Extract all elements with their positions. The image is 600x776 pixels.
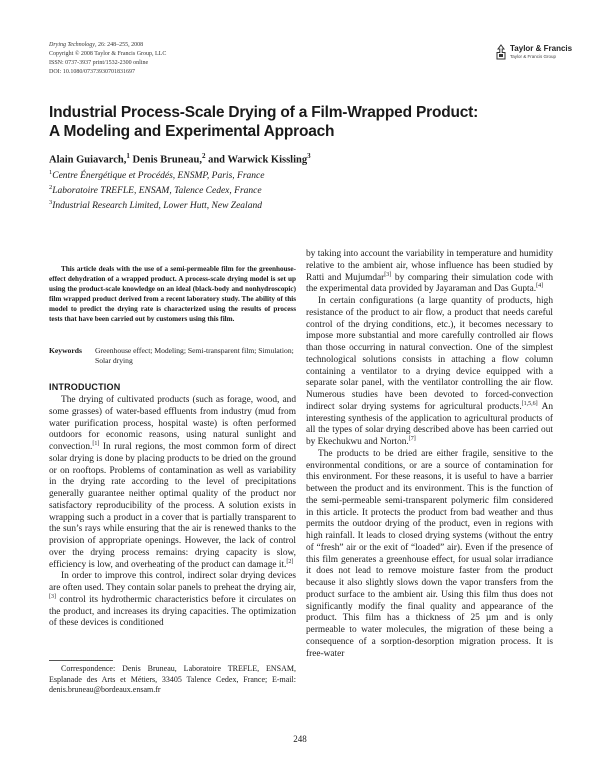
paragraph (49, 571, 296, 630)
journal-volume: , 26: 248–255, 2008 (94, 42, 144, 48)
reference-citation[interactable]: [4] (536, 283, 544, 290)
paragraph-text: In rural regions, the most common form of direct solar drying is done by placing products to be dried on the ground or on rooftops. Problems of contamination as well as variability in the drying rate according to the level of precipitations generally guarantee neither optimal quality of the product nor satisfactory reproducibility of the process. A solution exists in wrapping such a product in a cover that is partially transparent to the sun’s rays while ensuring that the air is renewed thanks to the provision of appropriate openings. However, the lack of control over the drying process remains: drying capacity is slow, efficiency is low, and overheating of the product can damage it. (49, 442, 296, 570)
paragraph-text: by taking into account the variability in temperature and humidity relative to the ambient air, whose influence has been studied by Ratti and Mujumdar (306, 249, 553, 283)
paragraph (306, 296, 553, 449)
paragraph (49, 395, 296, 571)
paragraph (306, 249, 553, 296)
affiliation (49, 167, 264, 182)
journal-info (49, 41, 166, 77)
publisher-logo (494, 42, 573, 64)
right-column-text (306, 249, 553, 660)
affiliation-text: Industrial Research Limited, Lower Hutt, New Zealand (52, 201, 262, 212)
correspondence-footnote: Correspondence: Denis Bruneau, Laboratoire TREFLE, ENSAM, Esplanade des Arts et Métiers, 33405 Talence Cedex, France; E-mail: denis.bruneau@bordeaux.ensam.fr (49, 664, 296, 694)
footnote-divider (49, 660, 113, 661)
affiliation-text: Centre Énergétique et Procédés, ENSMP, Paris, France (52, 171, 265, 182)
article-title-line-2: A Modeling and Experimental Approach (49, 123, 335, 140)
author-name: Alain Guiavarch, (49, 154, 127, 166)
paragraph-text: In order to improve this control, indirect solar drying devices are often used. They contain solar panels to preheat the drying air, (49, 571, 296, 593)
keywords (49, 346, 296, 366)
author-name: and Warwick Kissling (205, 154, 308, 166)
paragraph-text: control its hydrothermic characteristics before it circulates on the product, and increases its drying capacities. The optimization of these devices is conditioned (49, 594, 296, 629)
affiliation-mark: 2 (49, 184, 53, 192)
page-number: 248 (293, 734, 307, 744)
journal-copyright: Copyright © 2008 Taylor & Francis Group, LLC (49, 51, 167, 57)
paragraph: The products to be dried are either fragile, sensitive to the environmental conditions, or are a source of contamination for this environment. For these reasons, it is useful to have a barrier between the product and its environment. This is the function of the semi-permeable semi-transparent polymeric film considered in this article. It protects the product from bad weather and thus permits the outdoor drying of the product, even in regions with high rainfall. It leads to closed drying systems (without the entry of “fresh” air or the exit of “loaded” air). Even if the presence of this film generates a greenhouse effect, for usual solar irradiance it does not lead to remove moisture faster from the product because it also slightly slows down the vapor transfers from the product surface to the ambient air. Using this film thus does not significantly modify the final quality and appearance of the product. This film has a thickness of 25 µm and is only permeable to water molecules, the migration of these being a consequence of a sorption-desorption migration process. It is free-water (306, 448, 553, 659)
affiliation-mark: 1 (49, 169, 53, 176)
affiliation (49, 182, 264, 197)
section-heading-introduction: INTRODUCTION (49, 382, 121, 392)
publisher-logo-icon (494, 44, 508, 60)
author-list (49, 152, 311, 166)
journal-name: Drying Technology (49, 42, 95, 48)
affiliation-text: Laboratoire TREFLE, ENSAM, Talence Cedex, France (52, 186, 262, 197)
publisher-name: Taylor & Francis (510, 44, 573, 53)
affiliation-mark: 3 (49, 199, 53, 207)
reference-citation[interactable]: [7] (408, 435, 416, 442)
journal-citation (49, 41, 166, 50)
reference-citation[interactable]: [1] (92, 440, 100, 447)
keywords-label: Keywords (49, 346, 82, 355)
author-name: Denis Bruneau, (129, 154, 202, 166)
journal-doi: DOI: 10.1080/07373930701831697 (49, 69, 135, 75)
affiliation (49, 197, 264, 212)
reference-citation[interactable]: [3] (384, 271, 392, 278)
paragraph-text: The drying of cultivated products (such as forage, wood, and some grasses) of water-based effluents from industry (mud from water purification process, hospital waste) is often performed outdoors for economic reasons, using natural sunlight and convection. (49, 395, 296, 452)
author-affiliation-mark: 1 (126, 152, 130, 160)
reference-citation[interactable]: [1,5,6] (521, 400, 538, 407)
keywords-text: Greenhouse effect; Modeling; Semi-transparent film; Simulation; Solar drying (95, 346, 294, 365)
reference-citation[interactable]: [2] (286, 558, 294, 565)
author-affiliation-mark: 3 (307, 152, 311, 160)
journal-issn: ISSN: 0737-3937 print/1532-2300 online (49, 60, 149, 66)
paragraph-text: An interesting synthesis of the application to agricultural products of all the types of solar drying described above has been carried out by Ekechukwu and Norton. (306, 401, 553, 447)
article-title-line-1: Industrial Process-Scale Drying of a Film-Wrapped Product: (49, 104, 479, 121)
paragraph-text: by comparing their simulation code with the experimental data provided by Jayaraman and Das Gupta. (306, 272, 553, 295)
affiliation-list (49, 167, 264, 212)
paragraph-text: In certain configurations (a large quantity of products, high resistance of the product to air flow, a product that needs careful control of the drying conditions, etc.), it becomes necessary to impose more substantial and more carefully controlled air flows than those occurring in natural convection. One of the simplest technological solutions consists in attaching a flow column containing a ventilator to a drying device equipped with a separate solar panel, with the ventilator controlling the air flow. Numerous studies have been devoted to forced-convection indirect solar drying systems for agricultural products. (306, 296, 553, 412)
left-column-text (49, 395, 296, 630)
publisher-tagline: Taylor & Francis Group (510, 54, 557, 59)
abstract: This article deals with the use of a semi-permeable film for the greenhouse-effect dehydration of a wrapped product. A process-scale drying model is set up using the product-scale knowledge on an ideal (black-body and nonhydroscopic) film wrapped product derived from a recent laboratory study. The ability of this model to predict the drying rate is characterized using the results of process tests that have been carried out by customers using this film. (49, 265, 296, 323)
author-affiliation-mark: 2 (201, 152, 206, 160)
article-title (49, 103, 569, 141)
reference-citation[interactable]: [3] (49, 593, 56, 600)
